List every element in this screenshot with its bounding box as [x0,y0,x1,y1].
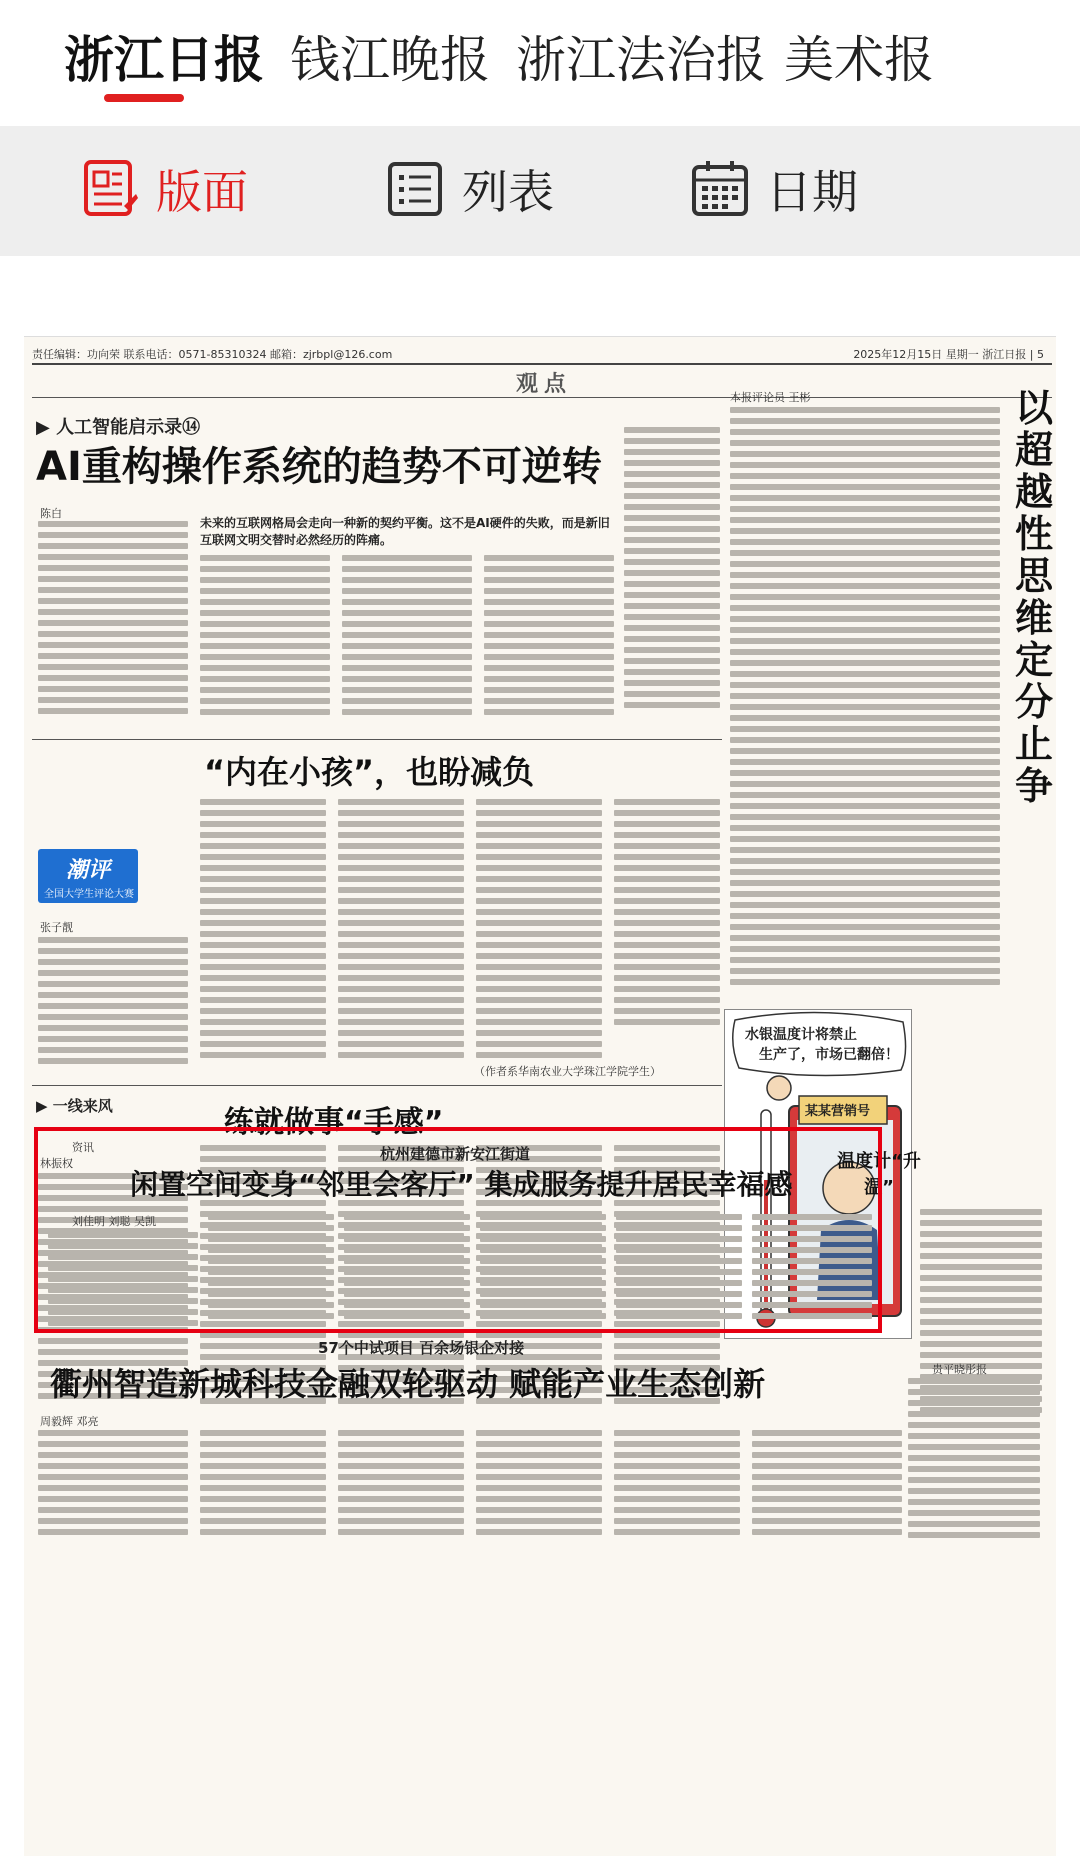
cartoon-caption-1: 水银温度计将禁止 [745,1027,857,1043]
column-vertical-title[interactable]: 以超越性思维定分止争 [1014,386,1053,808]
article3-byline: 林振权 [40,1157,73,1170]
article4-byline: 周毅辉 邓亮 [40,1415,99,1428]
article4-kicker: 57个中试项目 百余场银企对接 [318,1339,525,1357]
tab-art-news[interactable]: 美术报 [784,31,934,89]
article1-title[interactable]: AI重构操作系统的趋势不可逆转 [36,444,602,490]
calendar-icon [690,158,752,220]
boxed-kicker: 杭州建德市新安江街道 [380,1145,531,1163]
active-tab-indicator [104,94,184,102]
side-ad-title: 贵平晓彤报 [932,1363,987,1376]
article1-rule [32,739,722,740]
view-mode-bar [0,126,1080,256]
cartoon-caption-2: 生产了，市场已翻倍！ [759,1047,899,1063]
article2-rule [32,1085,722,1086]
tab-fade [990,20,1080,100]
view-list-button[interactable] [386,154,554,224]
view-date-button[interactable] [690,154,858,224]
tab-qianjiang-evening[interactable]: 钱江晚报 [290,31,490,89]
article2-badge-text: 潮评 [66,858,111,883]
article2-body-col5 [614,799,720,1039]
newspaper-page[interactable] [24,336,1056,1856]
view-layout-label: 版面 [156,165,248,219]
article1-byline: 陈白 [40,507,62,520]
tab-zhejiang-law[interactable]: 浙江法治报 [516,31,766,89]
article2-badge [38,849,138,903]
view-layout-button[interactable] [80,154,248,224]
article2-credit: （作者系华南农业大学珠江学院学生） [474,1065,661,1078]
highlight-box [34,1127,882,1333]
section-rule [32,397,1052,398]
article2-body-col2 [200,799,326,1077]
article2-badge-sub: 全国大学生评论大赛 [44,889,134,900]
page-meta-line [32,343,1052,365]
page-meta-right: 2025年12月15日 星期一 浙江日报 | 5 [853,348,1044,361]
list-icon [386,158,448,220]
article1-body-col5 [624,427,720,731]
paper-tabs [0,0,1080,126]
article1-body-col1 [38,521,188,731]
cartoon-title: 温度计“升温” [837,1151,921,1198]
article2-title[interactable]: “内在小孩”，也盼减负 [204,753,535,791]
layout-page-icon [80,158,142,220]
article1-body-col2 [200,555,330,731]
article3-title[interactable]: 练就做事“手感” [224,1105,444,1140]
article3-kicker: ▶ 一线来风 [36,1097,113,1115]
boxed-byline: 刘佳明 刘聪 吴凯 [72,1215,156,1228]
page-meta-left: 责任编辑：功向荣 联系电话：0571-85310324 邮箱：zjrbpl@126.com [32,348,393,361]
article2-body-col1 [38,937,188,1077]
article2-body-col3 [338,799,464,1077]
article1-pullquote: 未来的互联网格局会走向一种新的契约平衡。这不是AI硬件的失败，而是新旧互联网文明交替时必然经历的阵痛。 [200,516,610,547]
tab-zhejiang-daily[interactable]: 浙江日报 [64,31,264,89]
article1-body-col4 [484,555,614,731]
article1-body-col3 [342,555,472,731]
section-title: 观点 [516,372,573,397]
boxed-title[interactable]: 闲置空间变身“邻里会客厅” 集成服务提升居民幸福感 [130,1168,793,1201]
view-date-label: 日期 [766,165,858,219]
view-list-label: 列表 [462,165,554,219]
article2-byline: 张子靓 [40,921,73,934]
column-body [730,407,1000,991]
article1-kicker: ▶ 人工智能启示录⑭ [36,417,201,438]
article4-title[interactable]: 衢州智造新城科技金融双轮驱动 赋能产业生态创新 [50,1365,766,1403]
article2-body-col4 [476,799,602,1077]
column-byline: 本报评论员 王彬 [730,391,811,404]
cartoon-commentary [920,1209,1042,1423]
cartoon-sign: 某某营销号 [805,1104,871,1119]
boxed-tag: 资讯 [72,1141,94,1154]
